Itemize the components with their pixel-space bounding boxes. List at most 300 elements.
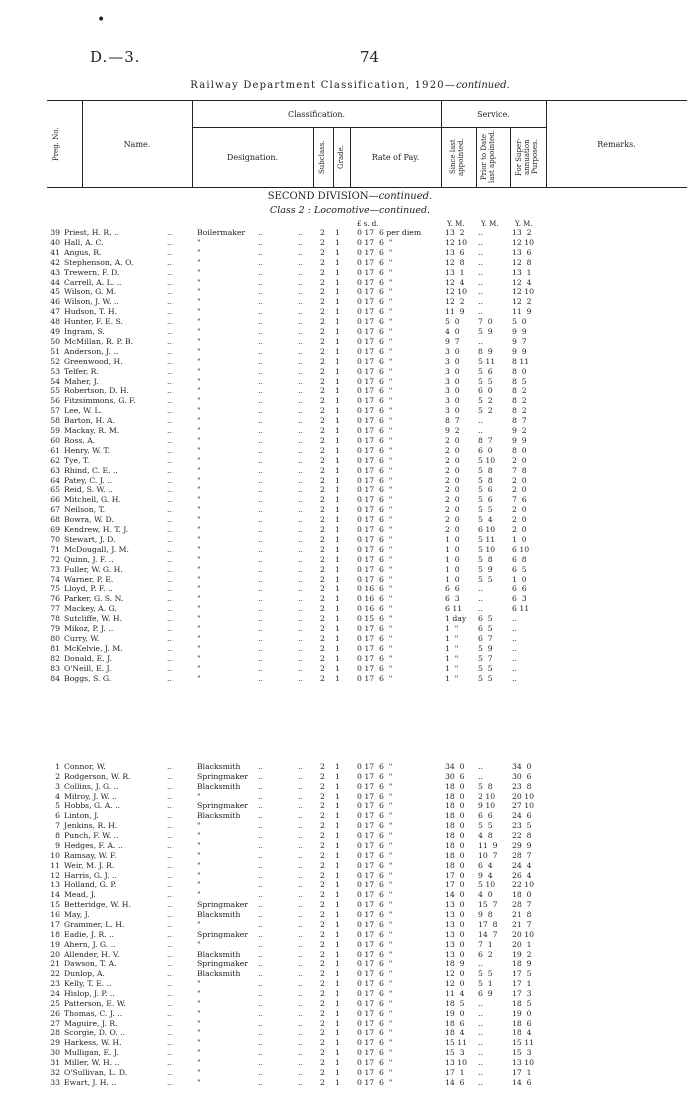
service-superannuation: 19 0 bbox=[512, 1008, 532, 1018]
subclass: 2 bbox=[320, 228, 325, 237]
leader-dots: .. bbox=[167, 1048, 172, 1058]
leader-dots: .. bbox=[167, 366, 172, 376]
leader-dots: .. bbox=[298, 633, 303, 643]
designation: " bbox=[197, 534, 201, 544]
employee-name: Hall, A. C. bbox=[64, 237, 104, 247]
subclass: 2 bbox=[320, 416, 325, 426]
grade: 1 bbox=[335, 257, 340, 267]
service-prior: 6 6 bbox=[478, 811, 493, 821]
rate-of-pay: 0 17 6 " bbox=[357, 840, 393, 850]
rate-of-pay: 0 17 6 " bbox=[357, 307, 393, 317]
employee-name: Mikoz, P. J. .. bbox=[64, 624, 114, 633]
service-prior: .. bbox=[478, 287, 483, 297]
leader-dots: .. bbox=[167, 525, 172, 534]
service-superannuation: 13 6 bbox=[512, 247, 532, 257]
service-superannuation: 14 6 bbox=[512, 1077, 532, 1087]
leader-dots: .. bbox=[298, 307, 303, 317]
subclass: 2 bbox=[320, 673, 325, 683]
leader-dots: .. bbox=[298, 455, 303, 465]
grade: 1 bbox=[335, 525, 340, 534]
preg-no: 78 bbox=[50, 614, 60, 624]
grade: 1 bbox=[335, 247, 340, 257]
preg-no: 40 bbox=[50, 237, 60, 247]
service-since-last: 17 1 bbox=[445, 1067, 465, 1077]
grade: 1 bbox=[335, 267, 340, 277]
service-superannuation: 17 5 bbox=[512, 969, 532, 979]
table-row bbox=[0, 890, 700, 900]
grade: 1 bbox=[335, 287, 340, 297]
employee-name: Jenkins, R. H. bbox=[64, 821, 118, 831]
leader-dots: .. bbox=[298, 426, 303, 435]
subclass: 2 bbox=[320, 663, 325, 673]
leader-dots: .. bbox=[258, 653, 263, 663]
leader-dots: .. bbox=[298, 534, 303, 544]
table-row bbox=[0, 515, 700, 525]
table-row bbox=[0, 377, 700, 387]
service-since-last: 13 0 bbox=[445, 900, 465, 910]
leader-dots: .. bbox=[298, 544, 303, 554]
employee-name: Betteridge, W. H. bbox=[64, 900, 131, 910]
service-since-last: 12 8 bbox=[445, 257, 465, 267]
subclass: 2 bbox=[320, 811, 325, 821]
employee-name: Ahern, J. G. .. bbox=[64, 939, 116, 949]
service-superannuation: 9 9 bbox=[512, 435, 527, 445]
table-row bbox=[0, 347, 700, 357]
designation: " bbox=[197, 455, 201, 465]
service-superannuation: .. bbox=[512, 643, 517, 653]
service-superannuation: 18 5 bbox=[512, 998, 532, 1008]
preg-no: 14 bbox=[50, 890, 60, 900]
leader-dots: .. bbox=[258, 287, 263, 297]
leader-dots: .. bbox=[258, 910, 263, 920]
table-row bbox=[0, 1009, 700, 1019]
preg-no: 7 bbox=[55, 821, 60, 831]
table-row bbox=[0, 1058, 700, 1068]
designation: Springmaker bbox=[197, 801, 248, 811]
service-since-last: 13 0 bbox=[445, 949, 465, 959]
leader-dots: .. bbox=[298, 554, 303, 564]
rate-of-pay: 0 17 6 " bbox=[357, 396, 393, 406]
leader-dots: .. bbox=[298, 257, 303, 267]
designation: " bbox=[197, 307, 201, 317]
leader-dots: .. bbox=[298, 850, 303, 860]
employee-name: Fitzsimmons, G. F. bbox=[64, 396, 136, 406]
preg-no: 54 bbox=[50, 376, 60, 386]
service-superannuation: 12 10 bbox=[512, 287, 535, 297]
leader-dots: .. bbox=[167, 1067, 172, 1077]
grade: 1 bbox=[335, 574, 340, 584]
rate-of-pay: 0 17 6 " bbox=[357, 663, 393, 673]
rate-of-pay: 0 17 6 " bbox=[357, 435, 393, 445]
employee-name: Mead, J. bbox=[64, 890, 96, 900]
leader-dots: .. bbox=[298, 821, 303, 831]
employee-name: Anderson, J. .. bbox=[64, 346, 119, 356]
leader-dots: .. bbox=[298, 406, 303, 416]
service-since-last: 3 0 bbox=[445, 376, 460, 386]
preg-no: 55 bbox=[50, 386, 60, 396]
service-prior: .. bbox=[478, 336, 483, 346]
leader-dots: .. bbox=[258, 979, 263, 989]
grade: 1 bbox=[335, 929, 340, 939]
leader-dots: .. bbox=[258, 1018, 263, 1028]
employee-name: Fuller, W. G. H. bbox=[64, 564, 123, 574]
table-row bbox=[0, 396, 700, 406]
preg-no: 8 bbox=[55, 831, 60, 841]
leader-dots: .. bbox=[258, 919, 263, 929]
table-row bbox=[0, 386, 700, 396]
service-prior: 5 11 bbox=[478, 534, 496, 544]
leader-dots: .. bbox=[258, 949, 263, 959]
employee-name: Milroy, J. W. .. bbox=[64, 791, 118, 801]
grade: 1 bbox=[335, 426, 340, 435]
rate-of-pay: 0 17 6 " bbox=[357, 485, 393, 495]
leader-dots: .. bbox=[258, 791, 263, 801]
subclass: 2 bbox=[320, 860, 325, 870]
leader-dots: .. bbox=[167, 435, 172, 445]
leader-dots: .. bbox=[167, 831, 172, 841]
table-row bbox=[0, 287, 700, 297]
grade: 1 bbox=[335, 317, 340, 327]
subclass: 2 bbox=[320, 791, 325, 801]
preg-no: 59 bbox=[50, 426, 60, 435]
preg-no: 27 bbox=[50, 1018, 60, 1028]
subclass: 2 bbox=[320, 840, 325, 850]
leader-dots: .. bbox=[258, 1077, 263, 1087]
preg-no: 62 bbox=[50, 455, 60, 465]
service-since-last: 1 " bbox=[445, 643, 459, 653]
leader-dots: .. bbox=[167, 781, 172, 791]
service-superannuation: 9 2 bbox=[512, 426, 527, 435]
preg-no: 61 bbox=[50, 445, 60, 455]
grade: 1 bbox=[335, 811, 340, 821]
preg-no: 24 bbox=[50, 989, 60, 998]
leader-dots: .. bbox=[258, 228, 263, 237]
leader-dots: .. bbox=[258, 771, 263, 781]
leader-dots: .. bbox=[258, 643, 263, 653]
leader-dots: .. bbox=[298, 811, 303, 821]
leader-dots: .. bbox=[298, 445, 303, 455]
leader-dots: .. bbox=[167, 890, 172, 900]
service-prior: 6 9 bbox=[478, 989, 493, 998]
service-since-last: 3 0 bbox=[445, 386, 460, 396]
service-superannuation: 28 7 bbox=[512, 900, 532, 910]
table-row bbox=[0, 782, 700, 792]
subclass: 2 bbox=[320, 1077, 325, 1087]
preg-no: 83 bbox=[50, 663, 60, 673]
designation: " bbox=[197, 475, 201, 485]
service-superannuation: 18 9 bbox=[512, 959, 532, 969]
column-divider bbox=[333, 127, 334, 187]
rate-of-pay: 0 17 6 " bbox=[357, 445, 393, 455]
service-prior: .. bbox=[478, 604, 483, 614]
rate-of-pay: 0 17 6 " bbox=[357, 890, 393, 900]
rate-of-pay: 0 17 6 " bbox=[357, 653, 393, 663]
subclass: 2 bbox=[320, 998, 325, 1008]
employee-name: Holland, G. P. bbox=[64, 880, 117, 890]
preg-no: 9 bbox=[55, 840, 60, 850]
service-superannuation: 12 4 bbox=[512, 277, 532, 287]
preg-no: 16 bbox=[50, 910, 60, 920]
service-superannuation: 9 7 bbox=[512, 336, 527, 346]
grade: 1 bbox=[335, 1058, 340, 1068]
designation: " bbox=[197, 376, 201, 386]
subclass: 2 bbox=[320, 959, 325, 969]
employee-name: Dunlop, A. bbox=[64, 969, 105, 979]
designation: " bbox=[197, 445, 201, 455]
designation: " bbox=[197, 426, 201, 435]
service-since-last: 3 0 bbox=[445, 366, 460, 376]
leader-dots: .. bbox=[258, 455, 263, 465]
rate-of-pay: 0 17 6 " bbox=[357, 1058, 393, 1068]
leader-dots: .. bbox=[258, 781, 263, 791]
leader-dots: .. bbox=[298, 949, 303, 959]
leader-dots: .. bbox=[298, 614, 303, 624]
table-row bbox=[0, 228, 700, 238]
leader-dots: .. bbox=[298, 890, 303, 900]
rate-of-pay: 0 17 6 " bbox=[357, 237, 393, 247]
service-prior: 9 8 bbox=[478, 910, 493, 920]
leader-dots: .. bbox=[258, 247, 263, 257]
leader-dots: .. bbox=[167, 376, 172, 386]
leader-dots: .. bbox=[298, 604, 303, 614]
service-since-last: 18 0 bbox=[445, 821, 465, 831]
service-superannuation: .. bbox=[512, 633, 517, 643]
service-since-last: 17 0 bbox=[445, 880, 465, 890]
col-grade: Grade. bbox=[337, 145, 345, 169]
grade: 1 bbox=[335, 762, 340, 771]
service-since-last: 12 10 bbox=[445, 287, 468, 297]
subclass: 2 bbox=[320, 336, 325, 346]
leader-dots: .. bbox=[167, 336, 172, 346]
subclass: 2 bbox=[320, 475, 325, 485]
service-prior: 15 7 bbox=[478, 900, 498, 910]
preg-no: 32 bbox=[50, 1067, 60, 1077]
leader-dots: .. bbox=[258, 1058, 263, 1068]
leader-dots: .. bbox=[258, 969, 263, 979]
employee-name: Hobbs, G. A. .. bbox=[64, 801, 121, 811]
designation: Springmaker bbox=[197, 900, 248, 910]
leader-dots: .. bbox=[258, 445, 263, 455]
leader-dots: .. bbox=[167, 604, 172, 614]
service-prior: 5 5 bbox=[478, 821, 493, 831]
grade: 1 bbox=[335, 465, 340, 475]
leader-dots: .. bbox=[298, 228, 303, 237]
col-service: Service. bbox=[477, 110, 510, 119]
service-since-last: 18 9 bbox=[445, 959, 465, 969]
preg-no: 19 bbox=[50, 939, 60, 949]
table-row bbox=[0, 1028, 700, 1038]
rate-of-pay: 0 17 6 " bbox=[357, 1067, 393, 1077]
leader-dots: .. bbox=[167, 919, 172, 929]
service-since-last: 1 0 bbox=[445, 564, 460, 574]
rate-of-pay: 0 17 6 " bbox=[357, 376, 393, 386]
designation: " bbox=[197, 624, 201, 633]
employee-name: Scorgie, D. O. .. bbox=[64, 1028, 126, 1038]
leader-dots: .. bbox=[258, 880, 263, 890]
grade: 1 bbox=[335, 979, 340, 989]
designation: " bbox=[197, 416, 201, 426]
col-prior-to-date: Prior to Date last appointed. bbox=[480, 130, 496, 184]
leader-dots: .. bbox=[258, 505, 263, 515]
service-superannuation: 6 11 bbox=[512, 604, 530, 614]
designation: " bbox=[197, 366, 201, 376]
subclass: 2 bbox=[320, 870, 325, 880]
employee-name: Mulligan, E. J. bbox=[64, 1048, 119, 1058]
designation: " bbox=[197, 1058, 201, 1068]
employee-name: Angus, R. bbox=[64, 247, 102, 257]
employee-name: May, J. bbox=[64, 910, 90, 920]
preg-no: 13 bbox=[50, 880, 60, 890]
service-superannuation: 27 10 bbox=[512, 801, 535, 811]
service-since-last: 1 0 bbox=[445, 534, 460, 544]
service-prior: .. bbox=[478, 237, 483, 247]
rate-of-pay: 0 17 6 " bbox=[357, 277, 393, 287]
employee-name: Warner, P. E. bbox=[64, 574, 114, 584]
designation: " bbox=[197, 544, 201, 554]
subclass: 2 bbox=[320, 247, 325, 257]
service-superannuation: 17 1 bbox=[512, 1067, 532, 1077]
employee-name: Allender, H. V. bbox=[64, 949, 120, 959]
service-superannuation: 8 11 bbox=[512, 356, 530, 366]
service-since-last: 2 0 bbox=[445, 445, 460, 455]
table-row bbox=[0, 674, 700, 684]
subclass: 2 bbox=[320, 801, 325, 811]
leader-dots: .. bbox=[167, 1038, 172, 1048]
leader-dots: .. bbox=[167, 791, 172, 801]
service-prior: 6 4 bbox=[478, 860, 493, 870]
grade: 1 bbox=[335, 515, 340, 525]
leader-dots: .. bbox=[258, 416, 263, 426]
service-since-last: 18 4 bbox=[445, 1028, 465, 1038]
designation: " bbox=[197, 1028, 201, 1038]
leader-dots: .. bbox=[258, 465, 263, 475]
leader-dots: .. bbox=[167, 515, 172, 525]
employee-name: Ramsay, W. F. bbox=[64, 850, 117, 860]
service-since-last: 18 0 bbox=[445, 831, 465, 841]
service-superannuation: 7 6 bbox=[512, 495, 527, 505]
rate-of-pay: 0 17 6 " bbox=[357, 919, 393, 929]
rate-of-pay: 0 17 6 " bbox=[357, 979, 393, 989]
employee-name: Carrell, A. L. .. bbox=[64, 277, 122, 287]
service-since-last: 3 0 bbox=[445, 356, 460, 366]
table-row bbox=[0, 851, 700, 861]
preg-no: 20 bbox=[50, 949, 60, 959]
service-superannuation: 12 8 bbox=[512, 257, 532, 267]
subclass: 2 bbox=[320, 435, 325, 445]
leader-dots: .. bbox=[298, 1058, 303, 1068]
service-prior: 11 9 bbox=[478, 840, 498, 850]
grade: 1 bbox=[335, 969, 340, 979]
leader-dots: .. bbox=[167, 624, 172, 633]
service-superannuation: 15 11 bbox=[512, 1038, 535, 1048]
leader-dots: .. bbox=[167, 297, 172, 307]
grade: 1 bbox=[335, 307, 340, 317]
leader-dots: .. bbox=[167, 574, 172, 584]
designation: " bbox=[197, 1038, 201, 1048]
designation: Blacksmith bbox=[197, 781, 241, 791]
leader-dots: .. bbox=[258, 406, 263, 416]
col-subclass: Subclass. bbox=[318, 140, 326, 174]
division-heading-main: SECOND DIVISION— bbox=[267, 191, 379, 202]
grade: 1 bbox=[335, 791, 340, 801]
leader-dots: .. bbox=[167, 257, 172, 267]
rate-of-pay: 0 17 6 " bbox=[357, 1008, 393, 1018]
designation: " bbox=[197, 939, 201, 949]
service-since-last: 3 0 bbox=[445, 396, 460, 406]
service-prior: 5 9 bbox=[478, 327, 493, 336]
service-since-last: 11 9 bbox=[445, 307, 465, 317]
subclass: 2 bbox=[320, 821, 325, 831]
leader-dots: .. bbox=[298, 584, 303, 594]
rate-of-pay: 0 17 6 " bbox=[357, 1028, 393, 1038]
units-super: Y. M. bbox=[515, 220, 533, 228]
service-superannuation: 26 4 bbox=[512, 870, 532, 880]
service-prior: .. bbox=[478, 297, 483, 307]
table-row bbox=[0, 969, 700, 979]
rate-of-pay: 0 17 6 " bbox=[357, 801, 393, 811]
designation: " bbox=[197, 880, 201, 890]
subclass: 2 bbox=[320, 465, 325, 475]
grade: 1 bbox=[335, 386, 340, 396]
preg-no: 72 bbox=[50, 554, 60, 564]
leader-dots: .. bbox=[258, 998, 263, 1008]
designation: " bbox=[197, 673, 201, 683]
service-superannuation: 8 5 bbox=[512, 376, 527, 386]
preg-no: 76 bbox=[50, 594, 60, 604]
grade: 1 bbox=[335, 604, 340, 614]
leader-dots: .. bbox=[298, 939, 303, 949]
subclass: 2 bbox=[320, 939, 325, 949]
subclass: 2 bbox=[320, 880, 325, 890]
preg-no: 46 bbox=[50, 297, 60, 307]
leader-dots: .. bbox=[167, 426, 172, 435]
leader-dots: .. bbox=[167, 1058, 172, 1068]
preg-no: 53 bbox=[50, 366, 60, 376]
service-prior: 5 1 bbox=[478, 979, 493, 989]
preg-no: 75 bbox=[50, 584, 60, 594]
service-superannuation: .. bbox=[512, 614, 517, 624]
employee-name: Wilson, J. W. .. bbox=[64, 297, 119, 307]
leader-dots: .. bbox=[258, 614, 263, 624]
table-row bbox=[0, 792, 700, 802]
leader-dots: .. bbox=[167, 247, 172, 257]
page-title-continued: continued. bbox=[456, 80, 510, 91]
preg-no: 52 bbox=[50, 356, 60, 366]
leader-dots: .. bbox=[258, 840, 263, 850]
leader-dots: .. bbox=[167, 445, 172, 455]
leader-dots: .. bbox=[258, 366, 263, 376]
service-prior: .. bbox=[478, 1077, 483, 1087]
service-superannuation: 24 4 bbox=[512, 860, 532, 870]
designation: " bbox=[197, 485, 201, 495]
page-title bbox=[0, 80, 700, 91]
grade: 1 bbox=[335, 435, 340, 445]
table-row bbox=[0, 535, 700, 545]
table-row bbox=[0, 950, 700, 960]
table-row bbox=[0, 959, 700, 969]
designation: " bbox=[197, 277, 201, 287]
col-rate-of-pay: Rate of Pay. bbox=[371, 153, 420, 162]
designation: " bbox=[197, 346, 201, 356]
table-row bbox=[0, 920, 700, 930]
table-row bbox=[0, 841, 700, 851]
table-row bbox=[0, 801, 700, 811]
service-superannuation: 29 9 bbox=[512, 840, 532, 850]
employee-name: Rodgerson, W. R. bbox=[64, 771, 131, 781]
service-since-last: 13 1 bbox=[445, 267, 465, 277]
col-name: Name. bbox=[123, 140, 151, 149]
leader-dots: .. bbox=[258, 1067, 263, 1077]
